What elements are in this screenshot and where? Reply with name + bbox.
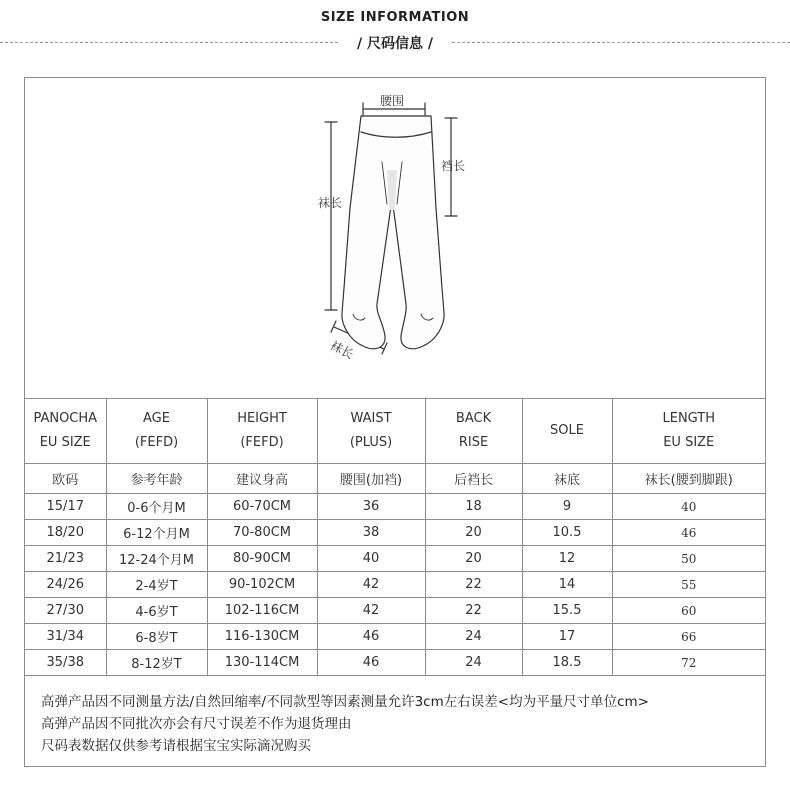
table-cell: 40 bbox=[612, 494, 765, 520]
header-en-text: EU SIZE bbox=[39, 435, 91, 450]
header-en-cell bbox=[425, 399, 522, 464]
table-body bbox=[25, 494, 765, 676]
header-cn-cell: 袜长(腰到脚跟) bbox=[612, 464, 765, 494]
table-cell: 66 bbox=[612, 624, 765, 650]
subtitle-row bbox=[0, 33, 790, 53]
table-cell: 40 bbox=[317, 546, 425, 572]
table-cell: 38 bbox=[317, 520, 425, 546]
table-cell: 46 bbox=[612, 520, 765, 546]
table-cell: 60-70CM bbox=[207, 494, 317, 520]
table-cell: 9 bbox=[522, 494, 612, 520]
header-en-cell bbox=[612, 399, 765, 464]
header-en-text: (FEFD) bbox=[134, 435, 179, 450]
table-row bbox=[25, 572, 765, 598]
table-header-cn bbox=[25, 464, 765, 494]
header-cn-cell: 腰围(加裆) bbox=[317, 464, 425, 494]
note-line: 高弹产品因不同测量方法/自然回缩率/不同款型等因素测量允许3cm左右误差<均为平量尺寸单位cm> bbox=[41, 694, 649, 710]
table-cell: 2-4岁T bbox=[106, 572, 207, 598]
table-cell: 55 bbox=[612, 572, 765, 598]
table-row bbox=[25, 598, 765, 624]
table-cell: 4-6岁T bbox=[106, 598, 207, 624]
table-cell: 12-24个月M bbox=[106, 546, 207, 572]
dashed-divider-left bbox=[0, 42, 338, 43]
table-cell: 42 bbox=[317, 598, 425, 624]
table-cell: 24 bbox=[425, 650, 522, 676]
header-en-text: RISE bbox=[458, 435, 489, 450]
table-cell: 70-80CM bbox=[207, 520, 317, 546]
header-en-text: PANOCHA bbox=[33, 411, 98, 426]
page-subtitle: / 尺码信息 / bbox=[357, 36, 433, 52]
table-cell: 14 bbox=[522, 572, 612, 598]
header-en-text: BACK bbox=[455, 411, 492, 426]
table-cell: 18 bbox=[425, 494, 522, 520]
table-cell: 20 bbox=[425, 520, 522, 546]
table-cell: 80-90CM bbox=[207, 546, 317, 572]
table-row bbox=[25, 494, 765, 520]
table-cell: 24/26 bbox=[25, 572, 106, 598]
table-cell: 10.5 bbox=[522, 520, 612, 546]
header-en-text: SOLE bbox=[550, 423, 584, 438]
header-cn-cell: 欧码 bbox=[25, 464, 106, 494]
table-cell: 21/23 bbox=[25, 546, 106, 572]
header-en-cell bbox=[522, 399, 612, 464]
table-cell: 90-102CM bbox=[207, 572, 317, 598]
header-en-text: (FEFD) bbox=[240, 435, 284, 450]
tights-outline bbox=[342, 116, 444, 349]
table-cell: 17 bbox=[522, 624, 612, 650]
header-cn-cell: 建议身高 bbox=[207, 464, 317, 494]
table-row bbox=[25, 520, 765, 546]
size-panel bbox=[24, 77, 766, 767]
table-cell: 36 bbox=[317, 494, 425, 520]
note-line: 尺码表数据仅供参考请根据宝宝实际滴况购买 bbox=[41, 738, 311, 754]
table-cell: 15.5 bbox=[522, 598, 612, 624]
header-en-cell bbox=[317, 399, 425, 464]
table-cell: 18/20 bbox=[25, 520, 106, 546]
table-cell: 6-8岁T bbox=[106, 624, 207, 650]
table-cell: 22 bbox=[425, 572, 522, 598]
table-cell: 60 bbox=[612, 598, 765, 624]
length-label: 袜长 bbox=[318, 196, 343, 210]
table-cell: 46 bbox=[317, 650, 425, 676]
table-cell: 22 bbox=[425, 598, 522, 624]
sole-tick-left bbox=[331, 321, 336, 332]
table-cell: 50 bbox=[612, 546, 765, 572]
tights-diagram bbox=[25, 78, 765, 398]
table-header-en bbox=[25, 399, 765, 464]
table-row bbox=[25, 624, 765, 650]
size-notes bbox=[41, 691, 761, 757]
table-cell: 102-116CM bbox=[207, 598, 317, 624]
header-en-cell bbox=[25, 399, 106, 464]
table-cell: 31/34 bbox=[25, 624, 106, 650]
table-cell: 116-130CM bbox=[207, 624, 317, 650]
table-cell: 72 bbox=[612, 650, 765, 676]
table-cell: 42 bbox=[317, 572, 425, 598]
table-cell: 35/38 bbox=[25, 650, 106, 676]
header-cn-cell: 参考年龄 bbox=[106, 464, 207, 494]
size-table bbox=[25, 398, 765, 676]
page-title: SIZE INFORMATION bbox=[320, 10, 470, 25]
header-en-text: (PLUS) bbox=[349, 435, 393, 450]
header-cn-cell: 后裆长 bbox=[425, 464, 522, 494]
table-cell: 6-12个月M bbox=[106, 520, 207, 546]
note-line: 高弹产品因不同批次亦会有尺寸误差不作为退货理由 bbox=[41, 716, 352, 732]
header-en-text: WAIST bbox=[350, 411, 392, 426]
dashed-divider-right bbox=[452, 42, 790, 43]
rise-label: 裆长 bbox=[441, 159, 466, 173]
table-cell: 27/30 bbox=[25, 598, 106, 624]
table-row bbox=[25, 546, 765, 572]
header-en-text: HEIGHT bbox=[237, 411, 287, 426]
header-cn-cell: 袜底 bbox=[522, 464, 612, 494]
header-en-cell bbox=[106, 399, 207, 464]
table-cell: 15/17 bbox=[25, 494, 106, 520]
waist-label: 腰围 bbox=[380, 94, 405, 108]
table-cell: 130-114CM bbox=[207, 650, 317, 676]
table-cell: 12 bbox=[522, 546, 612, 572]
table-row bbox=[25, 650, 765, 676]
header-en-text: AGE bbox=[143, 411, 170, 426]
header-en-cell bbox=[207, 399, 317, 464]
table-cell: 0-6个月M bbox=[106, 494, 207, 520]
header-en-text: LENGTH bbox=[662, 411, 715, 426]
sole-label: 袜长 bbox=[328, 338, 356, 362]
header-en-text: EU SIZE bbox=[663, 435, 715, 450]
table-cell: 20 bbox=[425, 546, 522, 572]
table-cell: 18.5 bbox=[522, 650, 612, 676]
table-cell: 8-12岁T bbox=[106, 650, 207, 676]
table-cell: 46 bbox=[317, 624, 425, 650]
table-cell: 24 bbox=[425, 624, 522, 650]
